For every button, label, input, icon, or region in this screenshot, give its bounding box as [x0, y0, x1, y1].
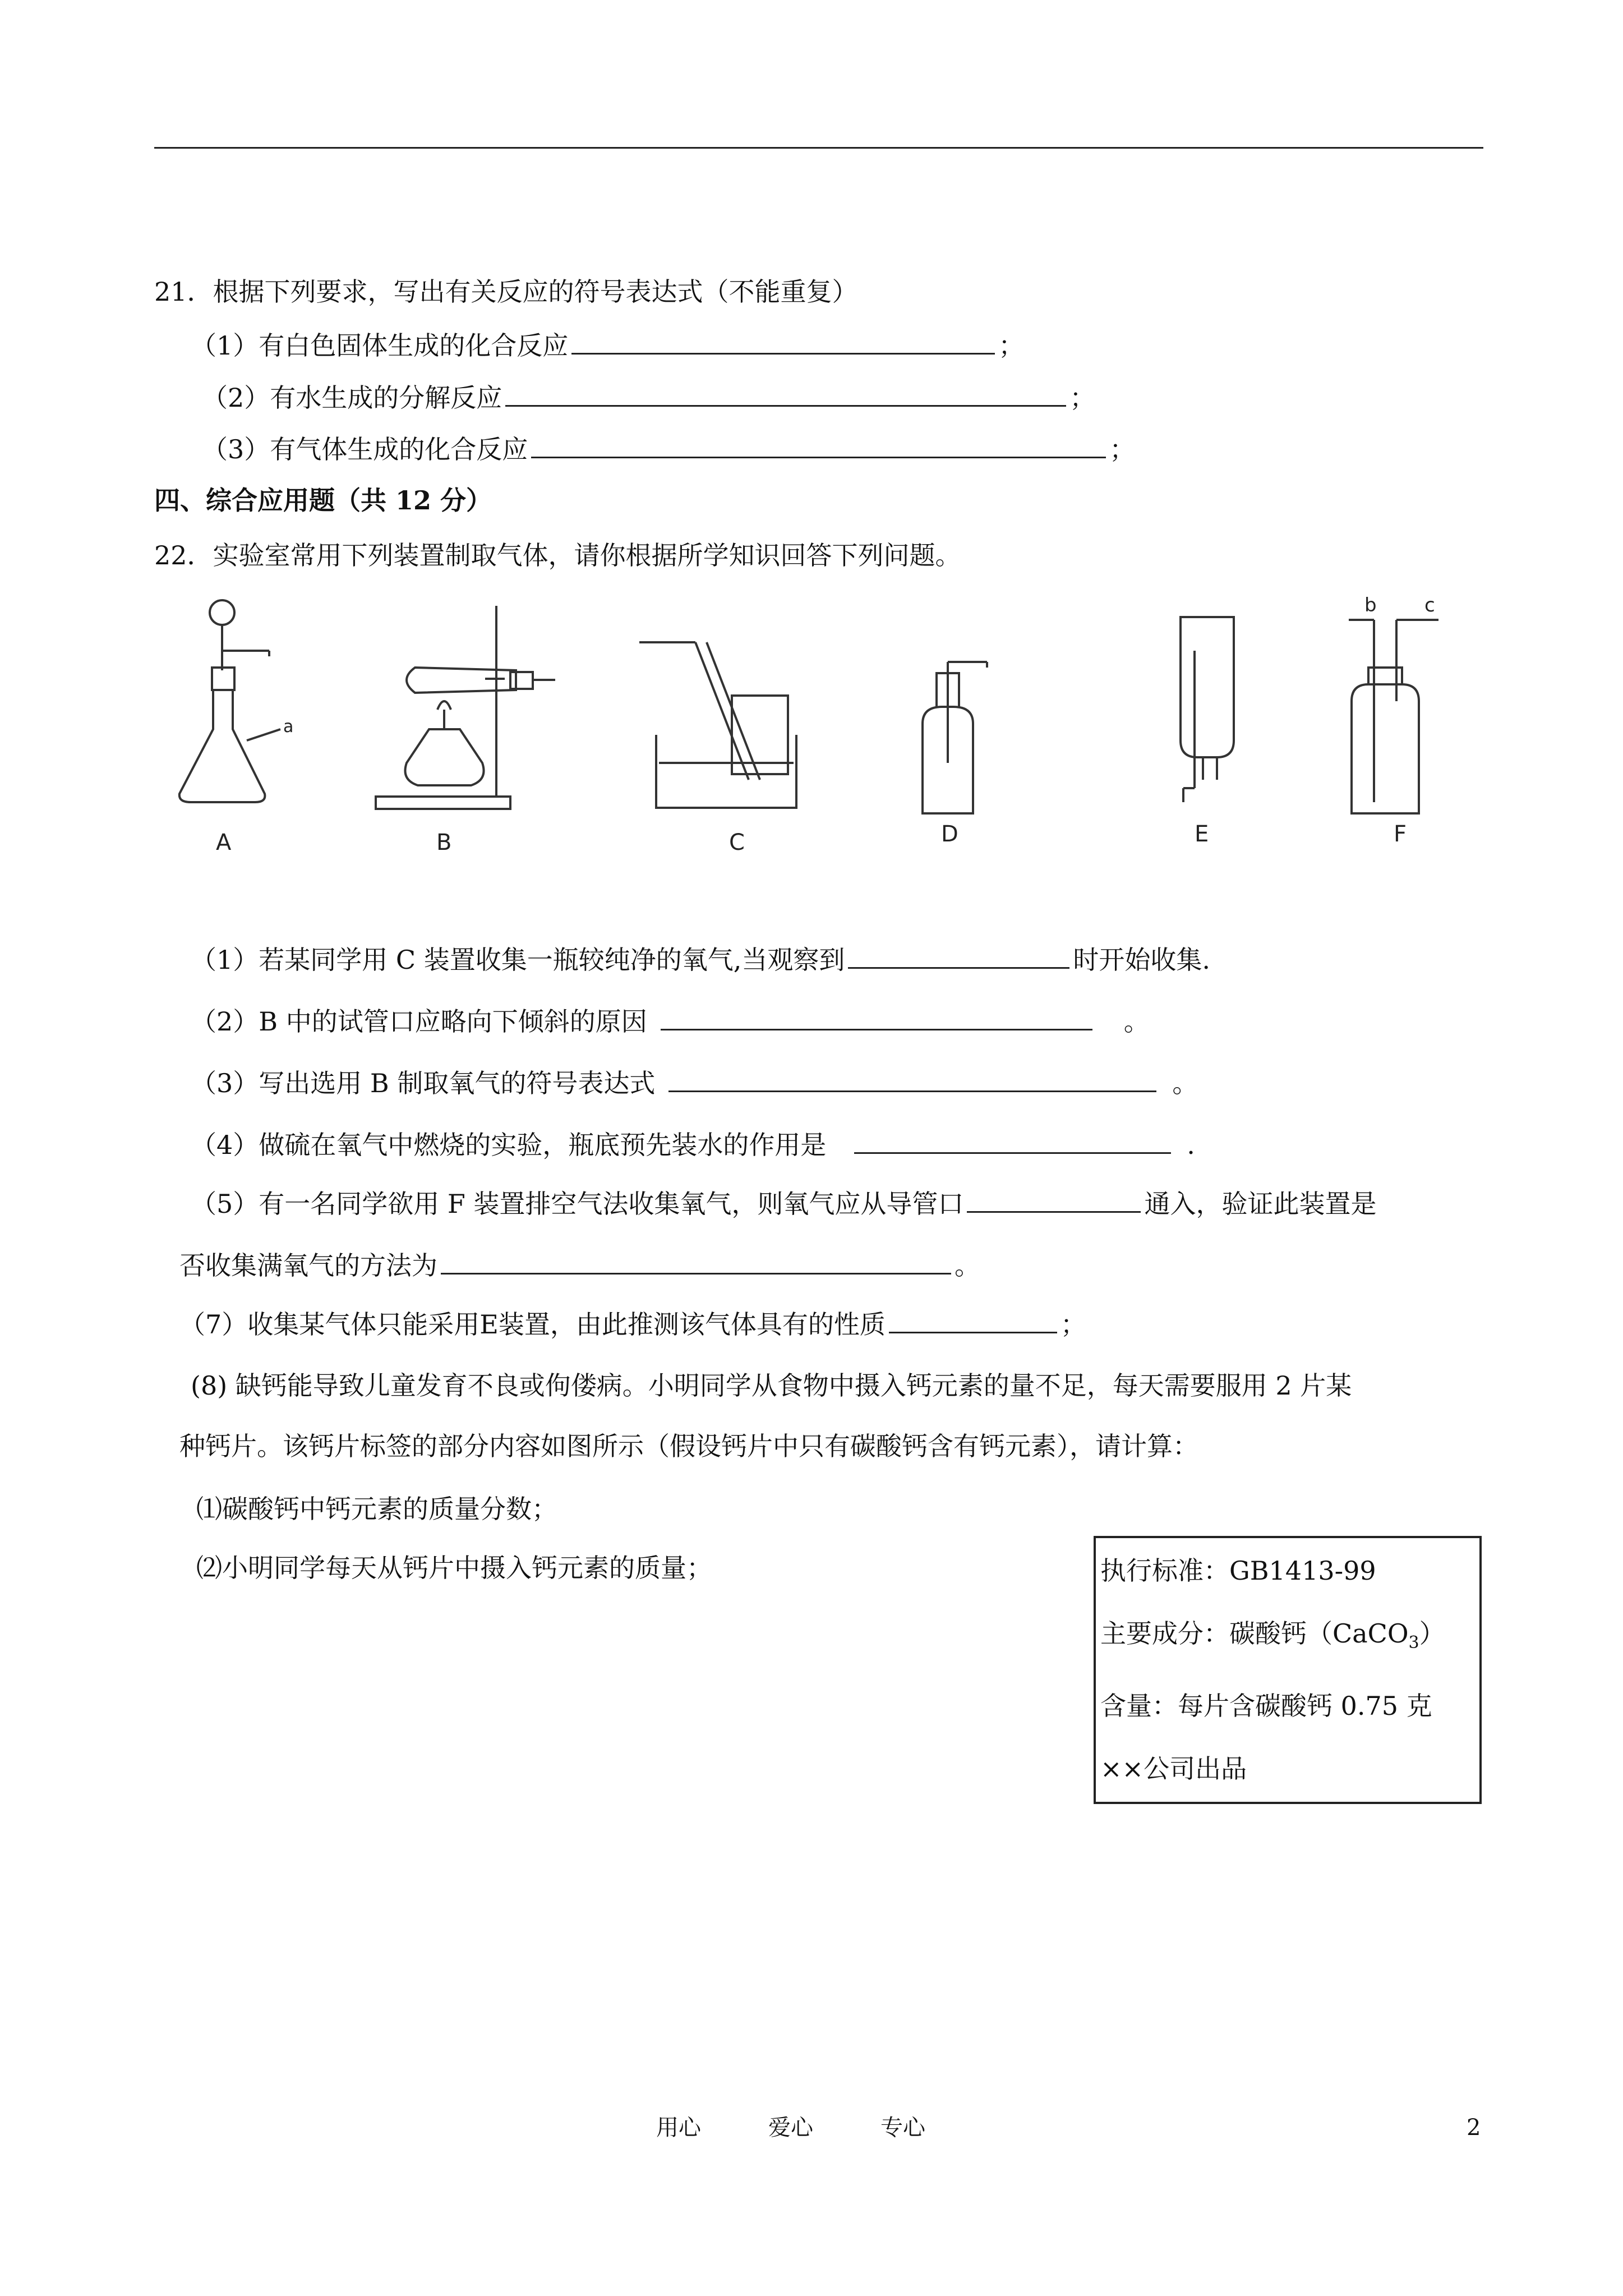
label-a: A — [216, 830, 232, 855]
answer-blank[interactable] — [848, 942, 1069, 969]
apparatus-f-two-tube-bottle — [1349, 620, 1438, 813]
answer-blank[interactable] — [854, 1128, 1171, 1154]
answer-blank[interactable] — [505, 380, 1066, 407]
q22-part7: （7）收集某气体只能采用E装置，由此推测该气体具有的性质 ； — [179, 1307, 1086, 1341]
apparatus-d-gas-bottle — [923, 662, 987, 813]
label-b: B — [436, 830, 452, 855]
apparatus-c-water-trough — [639, 642, 796, 808]
footer-word-3: 专心 — [880, 2115, 925, 2141]
label-standard: 执行标准：GB1413-99 — [1100, 1556, 1376, 1586]
q22-part1: （1）若某同学用 C 装置收集一瓶较纯净的氧气,当观察到 时开始收集. — [191, 942, 1210, 977]
q22-stem: 22．实验室常用下列装置制取气体，请你根据所学知识回答下列问题。 — [154, 540, 961, 570]
label-small-b: b — [1364, 595, 1377, 616]
label-d: D — [941, 821, 958, 847]
page-number: 2 — [1467, 2115, 1481, 2141]
q21-part2: （2）有水生成的分解反应 ； — [202, 380, 1095, 415]
answer-blank[interactable] — [661, 1004, 1092, 1030]
calc-item-2: ⑵小明同学每天从钙片中摄入钙元素的质量； — [196, 1553, 712, 1583]
q22-part3: （3）写出选用 B 制取氧气的符号表达式 。 — [191, 1066, 1198, 1100]
label-e: E — [1195, 821, 1209, 847]
apparatus-figure — [168, 595, 1486, 858]
q22-part5-cont: 否收集满氧气的方法为 。 — [179, 1248, 980, 1282]
answer-blank[interactable] — [571, 328, 995, 355]
header-rule — [154, 147, 1483, 149]
answer-blank[interactable] — [889, 1307, 1057, 1333]
q21-stem: 21．根据下列要求，写出有关反应的符号表达式（不能重复） — [154, 277, 858, 307]
q21-part1: （1）有白色固体生成的化合反应 ； — [191, 328, 1024, 362]
apparatus-e-inverted-bottle — [1181, 617, 1234, 802]
apparatus-drawing — [168, 595, 1486, 858]
label-small-a: a — [283, 717, 294, 737]
q22-part4: （4）做硫在氧气中燃烧的实验，瓶底预先装水的作用是 . — [191, 1128, 1195, 1162]
footer-word-1: 用心 — [656, 2115, 701, 2141]
q22-part5: （5）有一名同学欲用 F 装置排空气法收集氧气，则氧气应从导管口 通入，验证此装置是 — [191, 1186, 1376, 1221]
label-small-c: c — [1424, 595, 1435, 616]
calc-item-1: ⑴碳酸钙中钙元素的质量分数； — [196, 1494, 557, 1524]
answer-blank[interactable] — [668, 1066, 1156, 1092]
section-heading: 四、综合应用题（共 12 分） — [154, 485, 492, 516]
q21-part3: （3）有气体生成的化合反应 ； — [202, 432, 1135, 466]
answer-blank[interactable] — [441, 1248, 951, 1274]
q22-part8-line1: (8) 缺钙能导致儿童发育不良或佝偻病。小明同学从食物中摄入钙元素的量不足，每天需要服用 2 片某 — [191, 1370, 1352, 1401]
footer-word-2: 爱心 — [768, 2115, 813, 2141]
answer-blank[interactable] — [967, 1186, 1141, 1213]
tablet-label-box — [1094, 1536, 1482, 1804]
label-f: F — [1394, 821, 1407, 847]
apparatus-a-conical-flask — [179, 600, 280, 802]
label-c: C — [729, 830, 745, 855]
apparatus-b-heating-setup — [376, 606, 555, 809]
label-manufacturer: ××公司出品 — [1100, 1754, 1247, 1784]
label-ingredient: 主要成分：碳酸钙（CaCO$_3$） — [1100, 1618, 1445, 1653]
q22-part8-line2: 种钙片。该钙片标签的部分内容如图所示（假设钙片中只有碳酸钙含有钙元素），请计算： — [179, 1431, 1198, 1461]
q22-part2: （2）B 中的试管口应略向下倾斜的原因 。 — [191, 1004, 1150, 1038]
label-content: 含量：每片含碳酸钙 0.75 克 — [1100, 1691, 1432, 1722]
answer-blank[interactable] — [531, 432, 1106, 458]
